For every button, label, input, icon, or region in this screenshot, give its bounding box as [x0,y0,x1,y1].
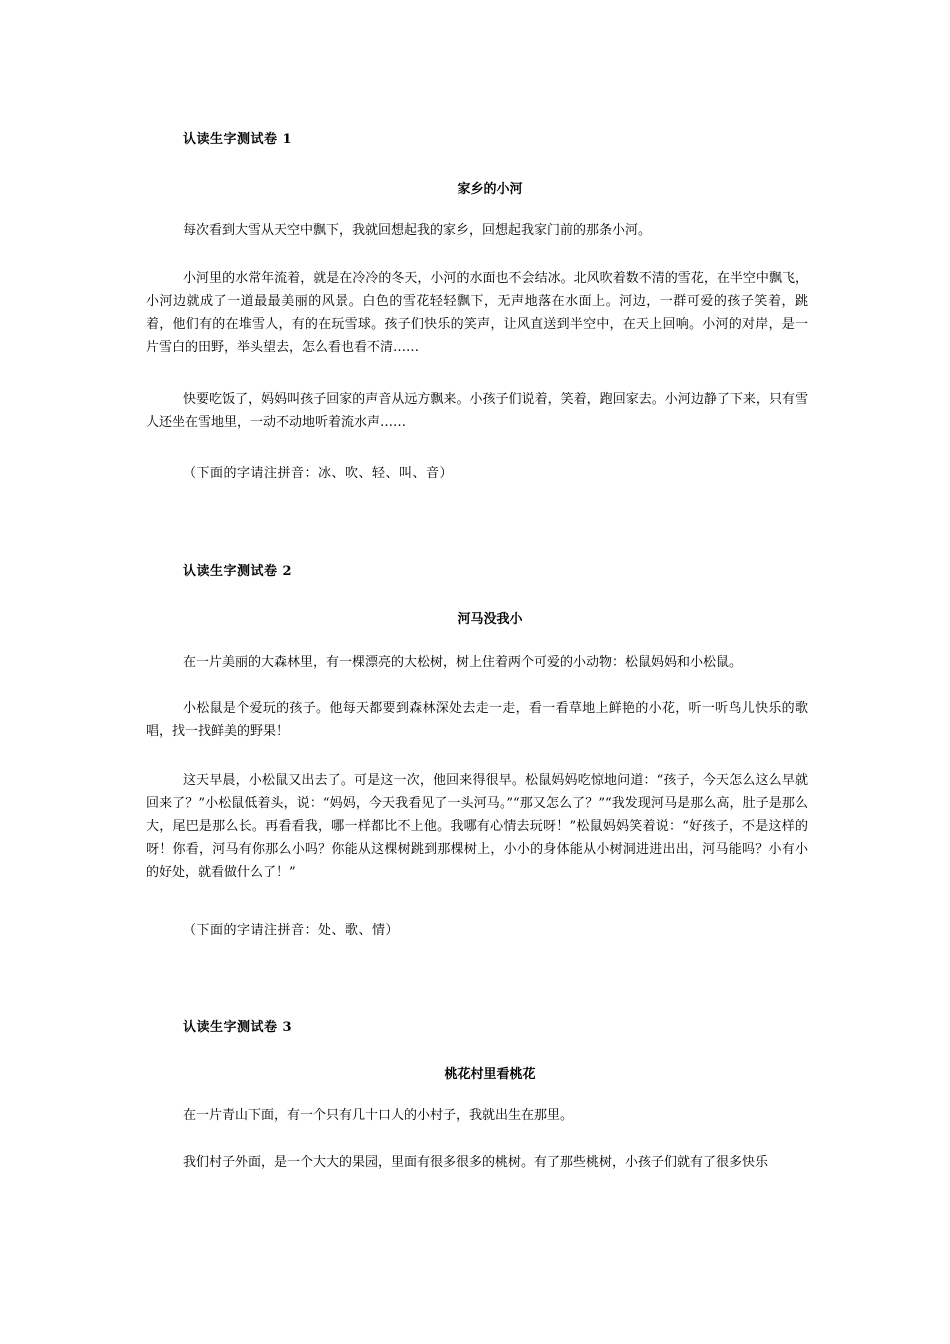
test-3-paragraph-1: 在一片青山下面，有一个只有几十口人的小村子，我就出生在那里。 [183,1108,574,1123]
test-2-paragraph-3: 这天早晨，小松鼠又出去了。可是这一次，他回来得很早。松鼠妈妈吃惊地问道：“孩子，今天怎么这么早就回来了？”小松鼠低着头，说：“妈妈，今天我看见了一头河马。”“那又怎么了？”“我发现河马是那么高，肚子是那么大，尾巴是那么长。再看看我，哪一样都比不上他。我哪有心情去玩呀！”松鼠妈妈笑着说：“好孩子，不是这样的呀！你看，河马有你那么小吗？你能从这棵树跳到那棵树上，小小的身体能从小树洞进进出出，河马能吗？小有小的好处，就看做什么了！” [146,773,808,880]
test-2-note: （下面的字请注拼音：处、歌、情） [183,923,400,938]
test-1-title: 家乡的小河 [457,182,523,197]
test-2-paragraph-1: 在一片美丽的大森林里，有一棵漂亮的大松树，树上住着两个可爱的小动物：松鼠妈妈和小松鼠。 [183,655,743,670]
test-1-paragraph-3: 快要吃饭了，妈妈叫孩子回家的声音从远方飘来。小孩子们说着，笑着，跑回家去。小河边静了下来，只有雪人还坐在雪地里，一动不动地听着流水声…… [146,392,808,430]
test-3-paragraph-2: 我们村子外面，是一个大大的果园，里面有很多很多的桃树。有了那些桃树，小孩子们就有了很多快乐 [183,1155,769,1170]
test-1-paragraph-1: 每次看到大雪从天空中飘下，我就回想起我的家乡，回想起我家门前的那条小河。 [183,223,652,238]
test-1-paragraph-2: 小河里的水常年流着，就是在冷冷的冬天，小河的水面也不会结冰。北风吹着数不清的雪花，在半空中飘飞，小河边就成了一道最最美丽的风景。白色的雪花轻轻飘下，无声地落在水面上。河边，一群可爱的孩子笑着，跳着，他们有的在堆雪人，有的在玩雪球。孩子们快乐的笑声，让风直送到半空中，在天上回响。小河的对岸，是一片雪白的田野，举头望去，怎么看也看不清…… [146,271,808,355]
test-2-heading: 认读生字测试卷 2 [183,564,293,579]
test-2-title: 河马没我小 [457,612,523,627]
test-3-heading: 认读生字测试卷 3 [183,1020,293,1035]
test-3-title: 桃花村里看桃花 [444,1067,536,1082]
test-2-paragraph-2: 小松鼠是个爱玩的孩子。他每天都要到森林深处去走一走，看一看草地上鲜艳的小花，听一听鸟儿快乐的歌唱，找一找鲜美的野果！ [146,701,808,739]
test-1-note: （下面的字请注拼音：冰、吹、轻、叫、音） [183,466,454,481]
test-1-heading: 认读生字测试卷 1 [183,132,293,147]
